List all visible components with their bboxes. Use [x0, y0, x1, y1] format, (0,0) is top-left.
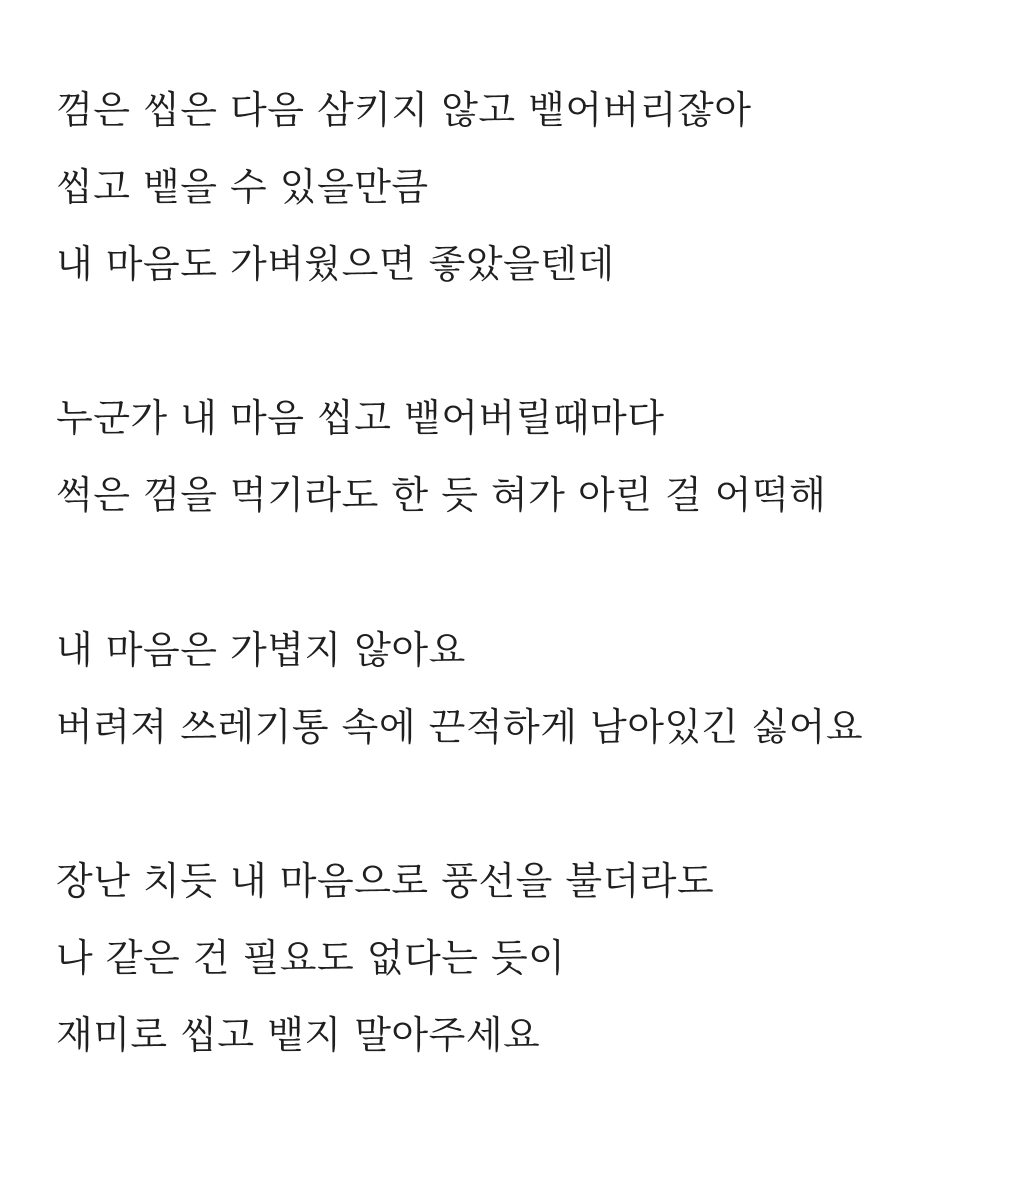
poem-line: 씹고 뱉을 수 있을만큼	[56, 165, 429, 209]
poem-line: 내 마음도 가벼웠으면 좋았을텐데	[56, 242, 615, 286]
poem-line: 재미로 씹고 뱉지 말아주세요	[56, 1013, 541, 1057]
poem-line: 누군가 내 마음 씹고 뱉어버릴때마다	[56, 396, 665, 440]
poem-line: 껌은 씹은 다음 삼키지 않고 뱉어버리잖아	[56, 88, 752, 132]
poem-line: 썩은 껌을 먹기라도 한 듯 혀가 아린 걸 어떡해	[56, 473, 827, 517]
poem-line: 버려져 쓰레기통 속에 끈적하게 남아있긴 싫어요	[56, 705, 864, 749]
poem-line: 나 같은 건 필요도 없다는 듯이	[56, 936, 566, 980]
poem-line: 장난 치듯 내 마음으로 풍선을 불더라도	[56, 859, 715, 903]
poem-line: 내 마음은 가볍지 않아요	[56, 628, 466, 672]
